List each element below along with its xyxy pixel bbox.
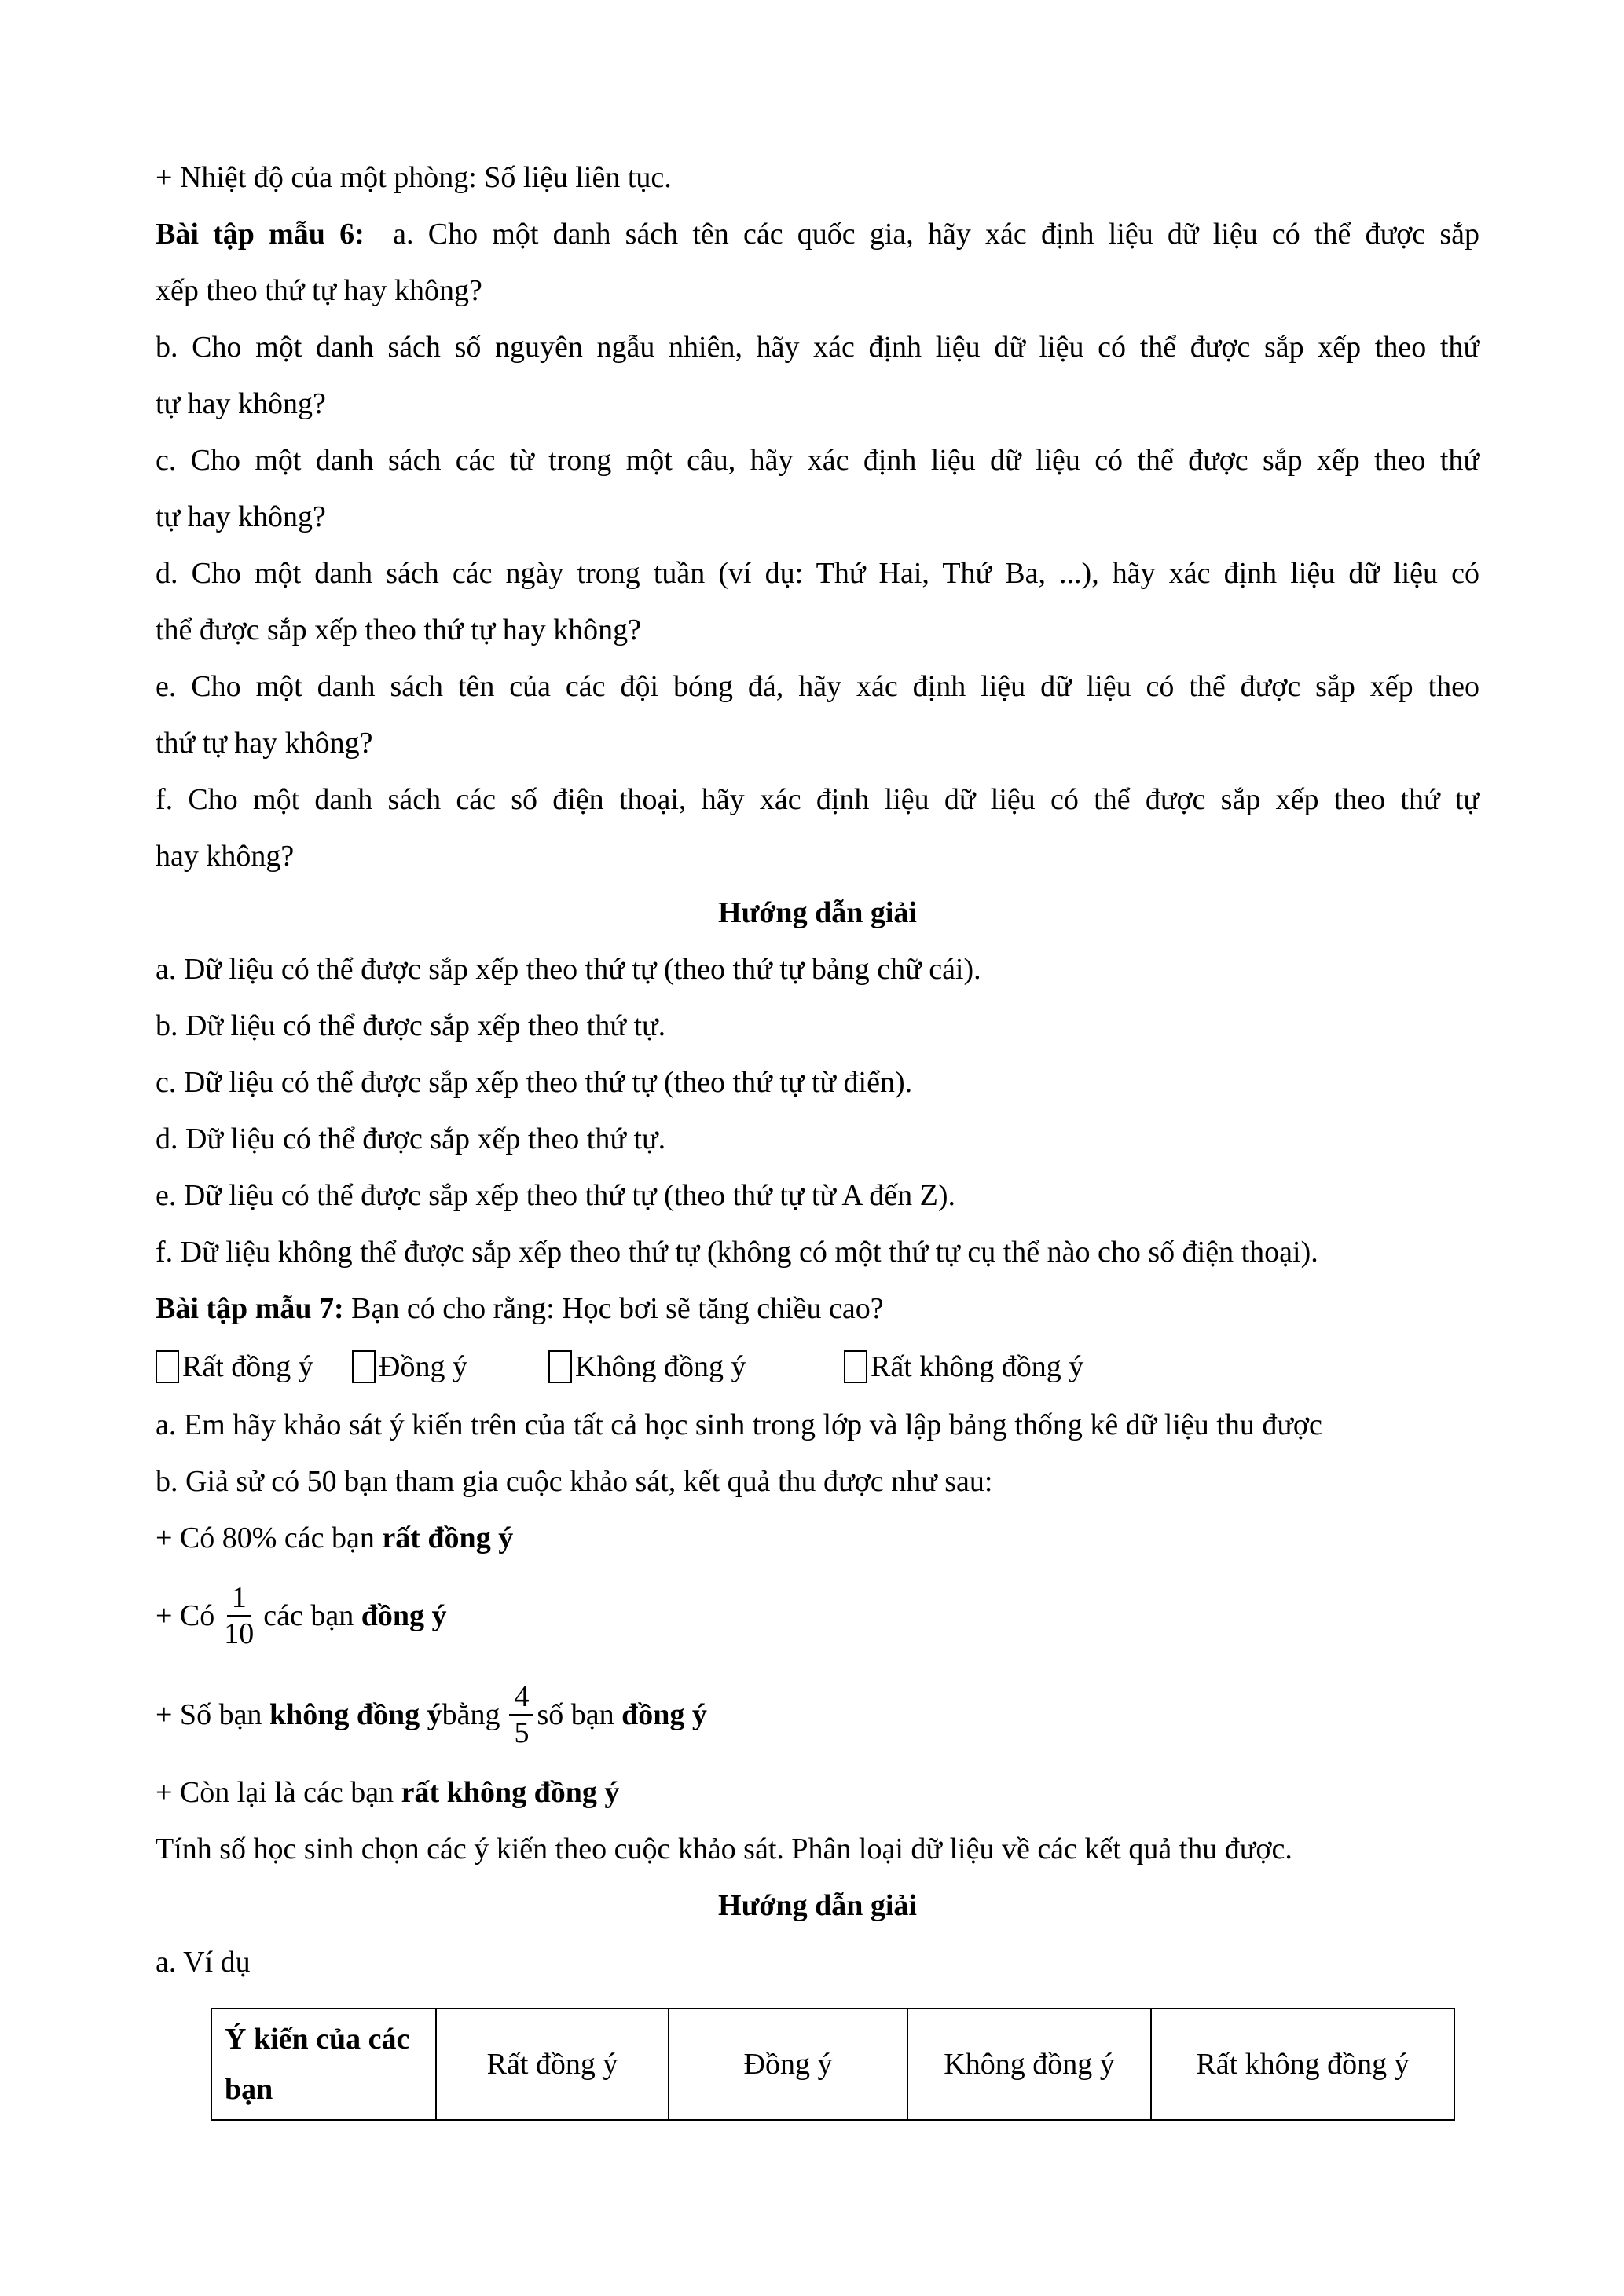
option-label: Đồng ý [379, 1350, 467, 1383]
fraction [509, 1679, 533, 1750]
numerator: 4 [509, 1679, 533, 1716]
text-line: xếp theo thứ tự hay không? [156, 274, 482, 307]
document-page [156, 149, 1479, 2121]
text-line: tự hay không? [156, 500, 326, 533]
text-span: + Có 80% các bạn [156, 1522, 383, 1554]
text-line: thể được sắp xếp theo thứ tự hay không? [156, 613, 641, 646]
checkbox[interactable] [548, 1350, 572, 1383]
text-span: bằng [442, 1698, 500, 1731]
result-line-2 [156, 1566, 1479, 1665]
text-line: e. Cho một danh sách tên của các đội bóng đá, hãy xác định liệu dữ liệu có thể được sắp xếp theo [156, 670, 1479, 703]
text-line: hay không? [156, 840, 295, 873]
answer-options [156, 1337, 1479, 1397]
result-line-4 [156, 1764, 1479, 1821]
table-cell: Không đồng ý [907, 2009, 1151, 2120]
bold-text: không đồng ý [269, 1698, 442, 1731]
text-span: Bạn có cho rằng: Học bơi sẽ tăng chiều cao? [343, 1292, 884, 1325]
opinion-table [211, 2008, 1455, 2121]
answer-line: b. Dữ liệu có thể được sắp xếp theo thứ tự. [156, 1009, 666, 1042]
table-cell: Rất không đồng ý [1151, 2009, 1454, 2120]
checkbox[interactable] [156, 1350, 179, 1383]
checkbox[interactable] [352, 1350, 376, 1383]
option-label: Rất không đồng ý [871, 1350, 1084, 1383]
text-line: a. Ví dụ [156, 1946, 251, 1979]
section-heading: Hướng dẫn giải [718, 1889, 917, 1922]
result-line-1 [156, 1510, 1479, 1566]
text-line: thứ tự hay không? [156, 727, 373, 760]
text-line: + Nhiệt độ của một phòng: Số liệu liên tục. [156, 161, 672, 194]
text-line: Tính số học sinh chọn các ý kiến theo cuộc khảo sát. Phân loại dữ liệu về các kết quả thu được. [156, 1833, 1292, 1866]
exercise-6-part-a [156, 206, 1479, 262]
exercise-6-label: Bài tập mẫu 6: [156, 218, 365, 251]
text-span: số bạn [537, 1698, 614, 1731]
exercise-7-label: Bài tập mẫu 7: [156, 1292, 344, 1325]
text-line: a. Em hãy khảo sát ý kiến trên của tất cả học sinh trong lớp và lập bảng thống kê dữ liệu thu được [156, 1408, 1322, 1441]
answer-line: c. Dữ liệu có thể được sắp xếp theo thứ tự (theo thứ tự từ điển). [156, 1066, 913, 1099]
answer-line: f. Dữ liệu không thể được sắp xếp theo thứ tự (không có một thứ tự cụ thể nào cho số điện thoại). [156, 1236, 1318, 1269]
section-heading: Hướng dẫn giải [718, 896, 917, 929]
numerator: 1 [227, 1580, 251, 1617]
text-line: f. Cho một danh sách các số điện thoại, hãy xác định liệu dữ liệu có thể được sắp xếp theo thứ tự [156, 783, 1479, 816]
option-label: Không đồng ý [575, 1350, 746, 1383]
text-span: + Số bạn [156, 1698, 262, 1731]
text-line: d. Cho một danh sách các ngày trong tuần (ví dụ: Thứ Hai, Thứ Ba, ...), hãy xác định liệu dữ liệu có [156, 557, 1479, 590]
text-span: + Còn lại là các bạn [156, 1776, 401, 1809]
option-strongly-agree[interactable] [156, 1338, 352, 1395]
option-label: Rất đồng ý [182, 1350, 313, 1383]
answer-line: e. Dữ liệu có thể được sắp xếp theo thứ tự (theo thứ tự từ A đến Z). [156, 1179, 956, 1212]
text-line: b. Giả sử có 50 bạn tham gia cuộc khảo sát, kết quả thu được như sau: [156, 1465, 993, 1498]
table-cell: Đồng ý [669, 2009, 907, 2120]
table-cell: Rất đồng ý [436, 2009, 669, 2120]
table-header-cell: Ý kiến của các bạn [211, 2009, 436, 2120]
bold-text: rất không đồng ý [401, 1776, 620, 1809]
exercise-7-question [156, 1280, 1479, 1337]
result-line-3 [156, 1665, 1479, 1764]
text-line: b. Cho một danh sách số nguyên ngẫu nhiên, hãy xác định liệu dữ liệu có thể được sắp xếp theo thứ [156, 331, 1479, 364]
option-agree[interactable] [352, 1338, 548, 1395]
bold-text: đồng ý [621, 1698, 707, 1731]
answer-line: a. Dữ liệu có thể được sắp xếp theo thứ tự (theo thứ tự bảng chữ cái). [156, 953, 981, 986]
answer-line: d. Dữ liệu có thể được sắp xếp theo thứ tự. [156, 1122, 666, 1155]
text-span: + Có [156, 1599, 215, 1632]
checkbox[interactable] [844, 1350, 867, 1383]
denominator: 5 [514, 1716, 530, 1749]
fraction [224, 1580, 254, 1651]
bold-text: đồng ý [361, 1599, 447, 1632]
text-span: a. Cho một danh sách tên các quốc gia, hãy xác định liệu dữ liệu có thể được sắp [393, 218, 1480, 251]
text-line: tự hay không? [156, 387, 326, 420]
option-disagree[interactable] [548, 1338, 844, 1395]
table-row [211, 2009, 1454, 2120]
option-strongly-disagree[interactable] [844, 1338, 1083, 1395]
text-span: các bạn [263, 1599, 354, 1632]
denominator: 10 [224, 1617, 255, 1650]
bold-text: rất đồng ý [382, 1522, 514, 1554]
text-line: c. Cho một danh sách các từ trong một câu, hãy xác định liệu dữ liệu có thể được sắp xếp theo thứ [156, 444, 1479, 477]
